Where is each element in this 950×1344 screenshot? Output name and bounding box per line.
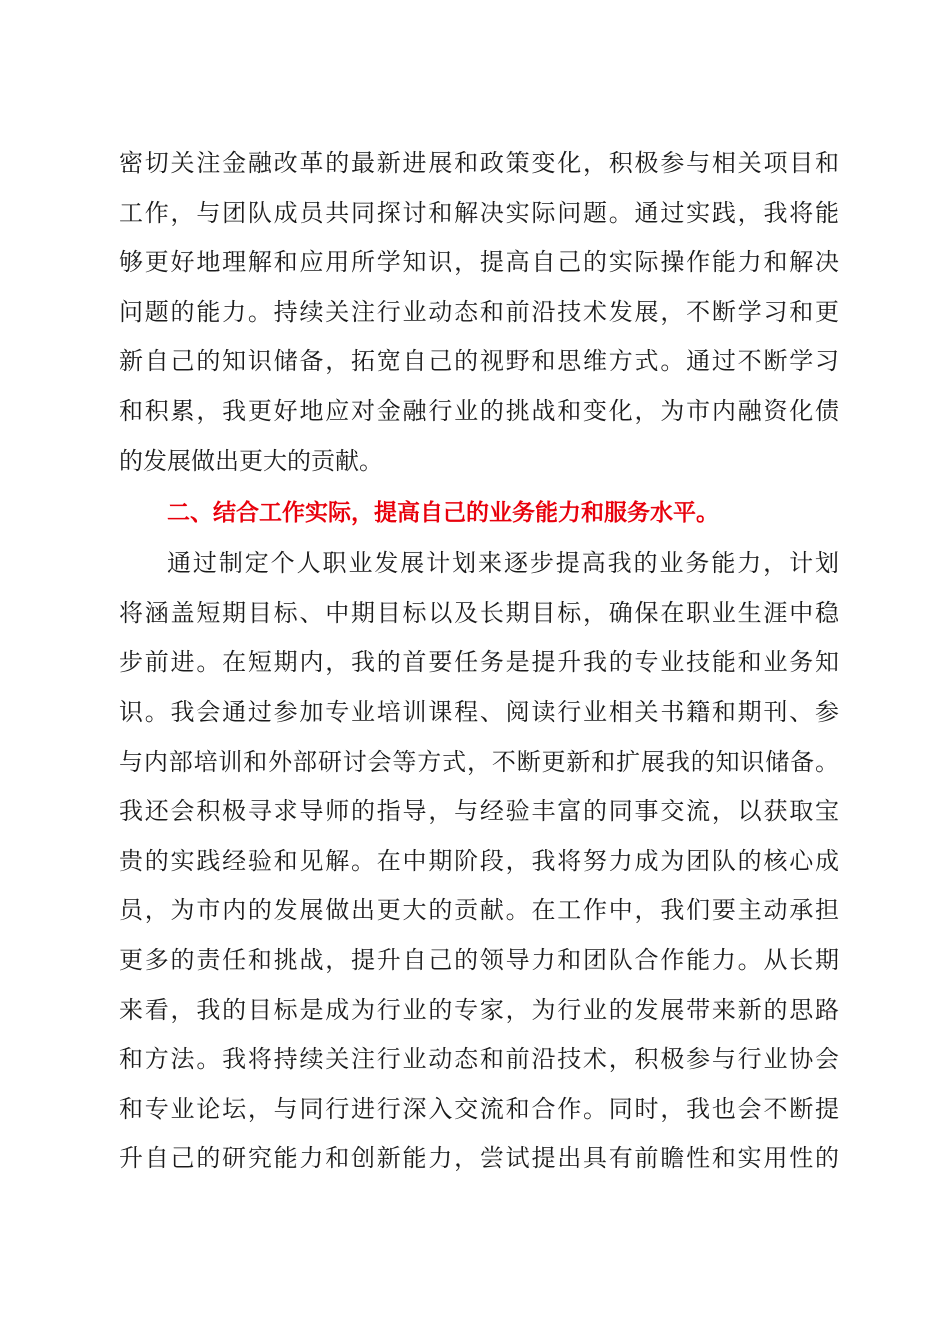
paragraph-line: 和方法。我将持续关注行业动态和前沿技术，积极参与行业协会 [119,1045,839,1073]
paragraph-line: 来看，我的目标是成为行业的专家，为行业的发展带来新的思路 [119,996,839,1024]
paragraph-line: 员，为市内的发展做出更大的贡献。在工作中，我们要主动承担 [119,896,839,924]
paragraph-line: 通过制定个人职业发展计划来逐步提高我的业务能力，计划 [167,549,839,577]
section-heading: 二、结合工作实际，提高自己的业务能力和服务水平。 [167,500,719,526]
paragraph-line: 问题的能力。持续关注行业动态和前沿技术发展，不断学习和更 [119,298,839,326]
paragraph-line: 将涵盖短期目标、中期目标以及长期目标，确保在职业生涯中稳 [119,599,839,627]
paragraph-line: 的发展做出更大的贡献。 [119,447,383,475]
paragraph-line: 升自己的研究能力和创新能力，尝试提出具有前瞻性和实用性的 [119,1144,839,1172]
paragraph-line: 工作，与团队成员共同探讨和解决实际问题。通过实践，我将能 [119,199,839,227]
paragraph-line: 更多的责任和挑战，提升自己的领导力和团队合作能力。从长期 [119,946,839,974]
paragraph-line: 我还会积极寻求导师的指导，与经验丰富的同事交流，以获取宝 [119,797,839,825]
paragraph-line: 和专业论坛，与同行进行深入交流和合作。同时，我也会不断提 [119,1095,839,1123]
paragraph-line: 和积累，我更好地应对金融行业的挑战和变化，为市内融资化债 [119,397,839,425]
paragraph-line: 识。我会通过参加专业培训课程、阅读行业相关书籍和期刊、参 [119,698,839,726]
paragraph-line: 步前进。在短期内，我的首要任务是提升我的专业技能和业务知 [119,648,839,676]
paragraph-line: 够更好地理解和应用所学知识，提高自己的实际操作能力和解决 [119,248,839,276]
paragraph-line: 密切关注金融改革的最新进展和政策变化，积极参与相关项目和 [119,149,839,177]
paragraph-line: 与内部培训和外部研讨会等方式，不断更新和扩展我的知识储备。 [119,748,839,776]
paragraph-line: 新自己的知识储备，拓宽自己的视野和思维方式。通过不断学习 [119,347,839,375]
paragraph-line: 贵的实践经验和见解。在中期阶段，我将努力成为团队的核心成 [119,847,839,875]
